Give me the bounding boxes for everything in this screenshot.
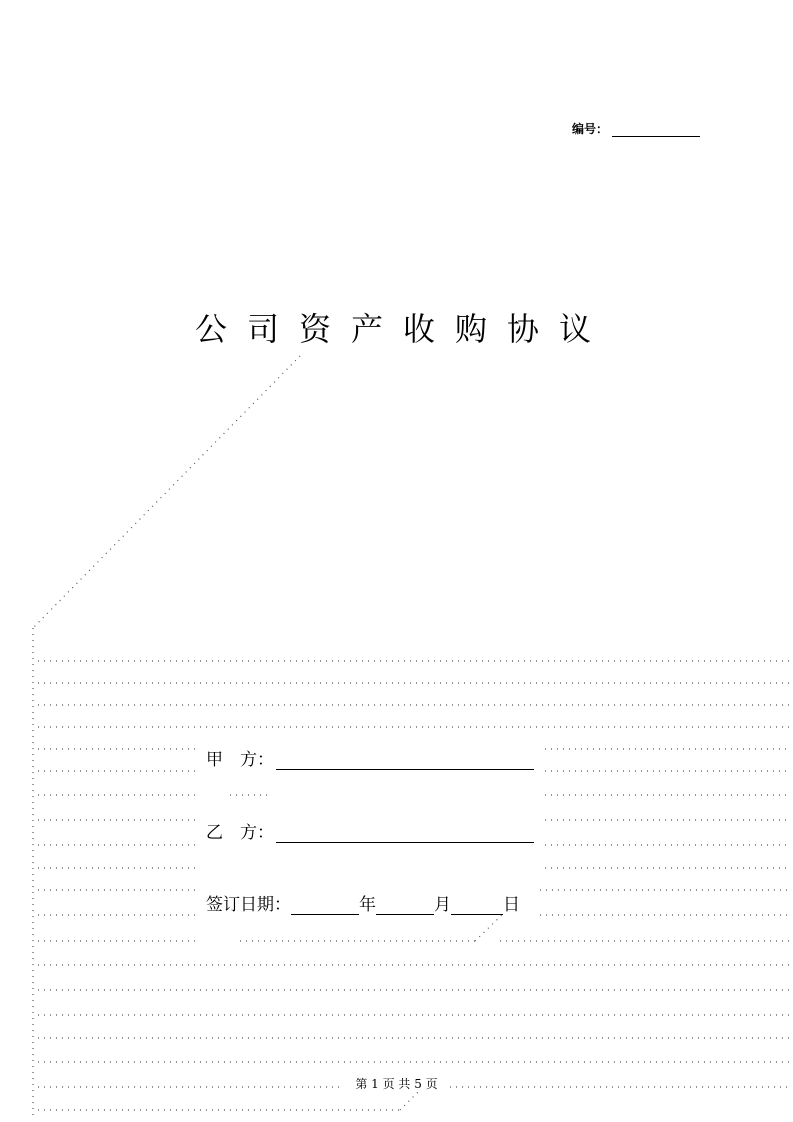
- party-a-field: [206, 745, 534, 770]
- sign-month-blank[interactable]: [376, 896, 434, 915]
- party-b-label: 乙 方：: [206, 823, 274, 843]
- sign-date-label: 签订日期：: [206, 895, 291, 915]
- sign-day-blank[interactable]: [451, 896, 503, 915]
- document-title: 公司资产收购协议: [195, 310, 612, 348]
- party-a-blank[interactable]: [276, 751, 534, 770]
- month-label: 月: [434, 895, 451, 915]
- serial-number-label: 编号：: [572, 122, 609, 136]
- sign-date-field: [206, 890, 520, 915]
- party-b-blank[interactable]: [276, 824, 534, 843]
- serial-number-blank[interactable]: [612, 122, 700, 137]
- sign-year-blank[interactable]: [291, 896, 359, 915]
- serial-number: [572, 120, 700, 137]
- day-label: 日: [503, 895, 520, 915]
- party-a-label: 甲 方：: [206, 750, 274, 770]
- party-b-field: [206, 818, 534, 843]
- page-footer: 第 1 页 共 5 页: [355, 1077, 438, 1091]
- year-label: 年: [359, 895, 376, 915]
